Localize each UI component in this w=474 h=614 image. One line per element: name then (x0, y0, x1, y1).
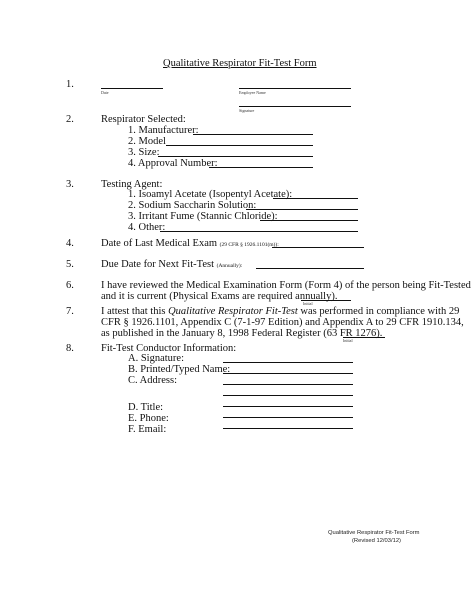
irritant-fume-field[interactable] (260, 220, 358, 221)
item-1-number: 1. (66, 79, 74, 90)
manufacturer-field[interactable] (193, 134, 313, 135)
item-4-number: 4. (66, 238, 74, 249)
footer-title: Qualitative Respirator Fit-Test Form (328, 530, 420, 536)
approval-number-field[interactable] (209, 167, 313, 168)
conductor-signature-field[interactable] (223, 362, 353, 363)
conductor-title-label: D. Title: (128, 402, 164, 413)
item-5-number: 5. (66, 259, 74, 270)
conductor-address-field-3[interactable] (223, 406, 353, 407)
conductor-title-field[interactable] (223, 417, 353, 418)
conductor-heading: Fit-Test Conductor Information: (101, 343, 237, 354)
employee-name-field[interactable] (239, 88, 351, 89)
conductor-address-field-2[interactable] (223, 395, 353, 396)
item-7-line-2: CFR § 1926.1101, Appendix C (7-1-97 Edition) and Appendix A to 29 CFR 1910.134, (101, 317, 464, 328)
medical-exam-field[interactable] (272, 247, 364, 248)
date-label: Date (101, 90, 109, 95)
model-label: 2. Model (128, 136, 166, 147)
due-date-field[interactable] (256, 268, 364, 269)
item-7-line-1-pre: I attest that this (101, 306, 169, 317)
isoamyl-label: 1. Isoamyl Acetate (Isopentyl Acetate): (128, 189, 293, 200)
isoamyl-field[interactable] (273, 198, 358, 199)
manufacturer-label: 1. Manufacturer: (128, 125, 199, 136)
conductor-address-label: C. Address: (128, 375, 178, 386)
saccharin-label: 2. Sodium Saccharin Solution: (128, 200, 257, 211)
item-2-number: 2. (66, 114, 74, 125)
conductor-name-field[interactable] (223, 373, 353, 374)
size-field[interactable] (158, 156, 313, 157)
other-agent-field[interactable] (160, 231, 358, 232)
footer-revised: (Revised 12/03/12) (352, 538, 401, 544)
item-6-number: 6. (66, 280, 74, 291)
medical-exam-ref: (29 CFR § 1926.1101(m)): (219, 242, 279, 248)
conductor-email-label: F. Email: (128, 424, 167, 435)
item-7-line-3: as published in the January 8, 1998 Federal Register (63 FR 1276). (101, 328, 383, 339)
date-field[interactable] (101, 88, 163, 89)
medical-exam-text: Date of Last Medical Exam (101, 238, 218, 249)
item-6-line-2: and it is current (Physical Exams are required annually). (101, 291, 338, 302)
due-date-text: Due Date for Next Fit-Test (101, 259, 214, 270)
item-8-number: 8. (66, 343, 74, 354)
model-field[interactable] (166, 145, 313, 146)
saccharin-field[interactable] (246, 209, 358, 210)
medical-exam-label (101, 238, 279, 251)
conductor-address-field-1[interactable] (223, 384, 353, 385)
due-date-ref: (Annually): (216, 263, 243, 269)
employee-name-label: Employee Name (239, 90, 266, 95)
item-6-initial-label: Initial (303, 301, 313, 306)
other-agent-label: 4. Other: (128, 222, 166, 233)
item-6-line-1: I have reviewed the Medical Examination Form (Form 4) of the person being Fit-Tested (101, 280, 471, 291)
item-7-initial-label: Initial (343, 338, 353, 343)
testing-agent-heading: Testing Agent: (101, 179, 163, 190)
item-7-number: 7. (66, 306, 74, 317)
approval-number-label: 4. Approval Number: (128, 158, 218, 169)
conductor-signature-label: A. Signature: (128, 353, 184, 364)
item-7-line-1-post: was performed in compliance with 29 (297, 306, 460, 317)
item-3-number: 3. (66, 179, 74, 190)
item-7-line-1-em: Qualitative Respirator Fit-Test (168, 306, 298, 317)
signature-label: Signature (239, 108, 255, 113)
size-label: 3. Size: (128, 147, 160, 158)
form-title: Qualitative Respirator Fit-Test Form (163, 58, 317, 69)
conductor-phone-field[interactable] (223, 428, 353, 429)
due-date-label (101, 259, 242, 272)
respirator-heading: Respirator Selected: (101, 114, 186, 125)
conductor-name-label: B. Printed/Typed Name: (128, 364, 231, 375)
signature-field[interactable] (239, 106, 351, 107)
irritant-fume-label: 3. Irritant Fume (Stannic Chloride): (128, 211, 278, 222)
conductor-phone-label: E. Phone: (128, 413, 169, 424)
